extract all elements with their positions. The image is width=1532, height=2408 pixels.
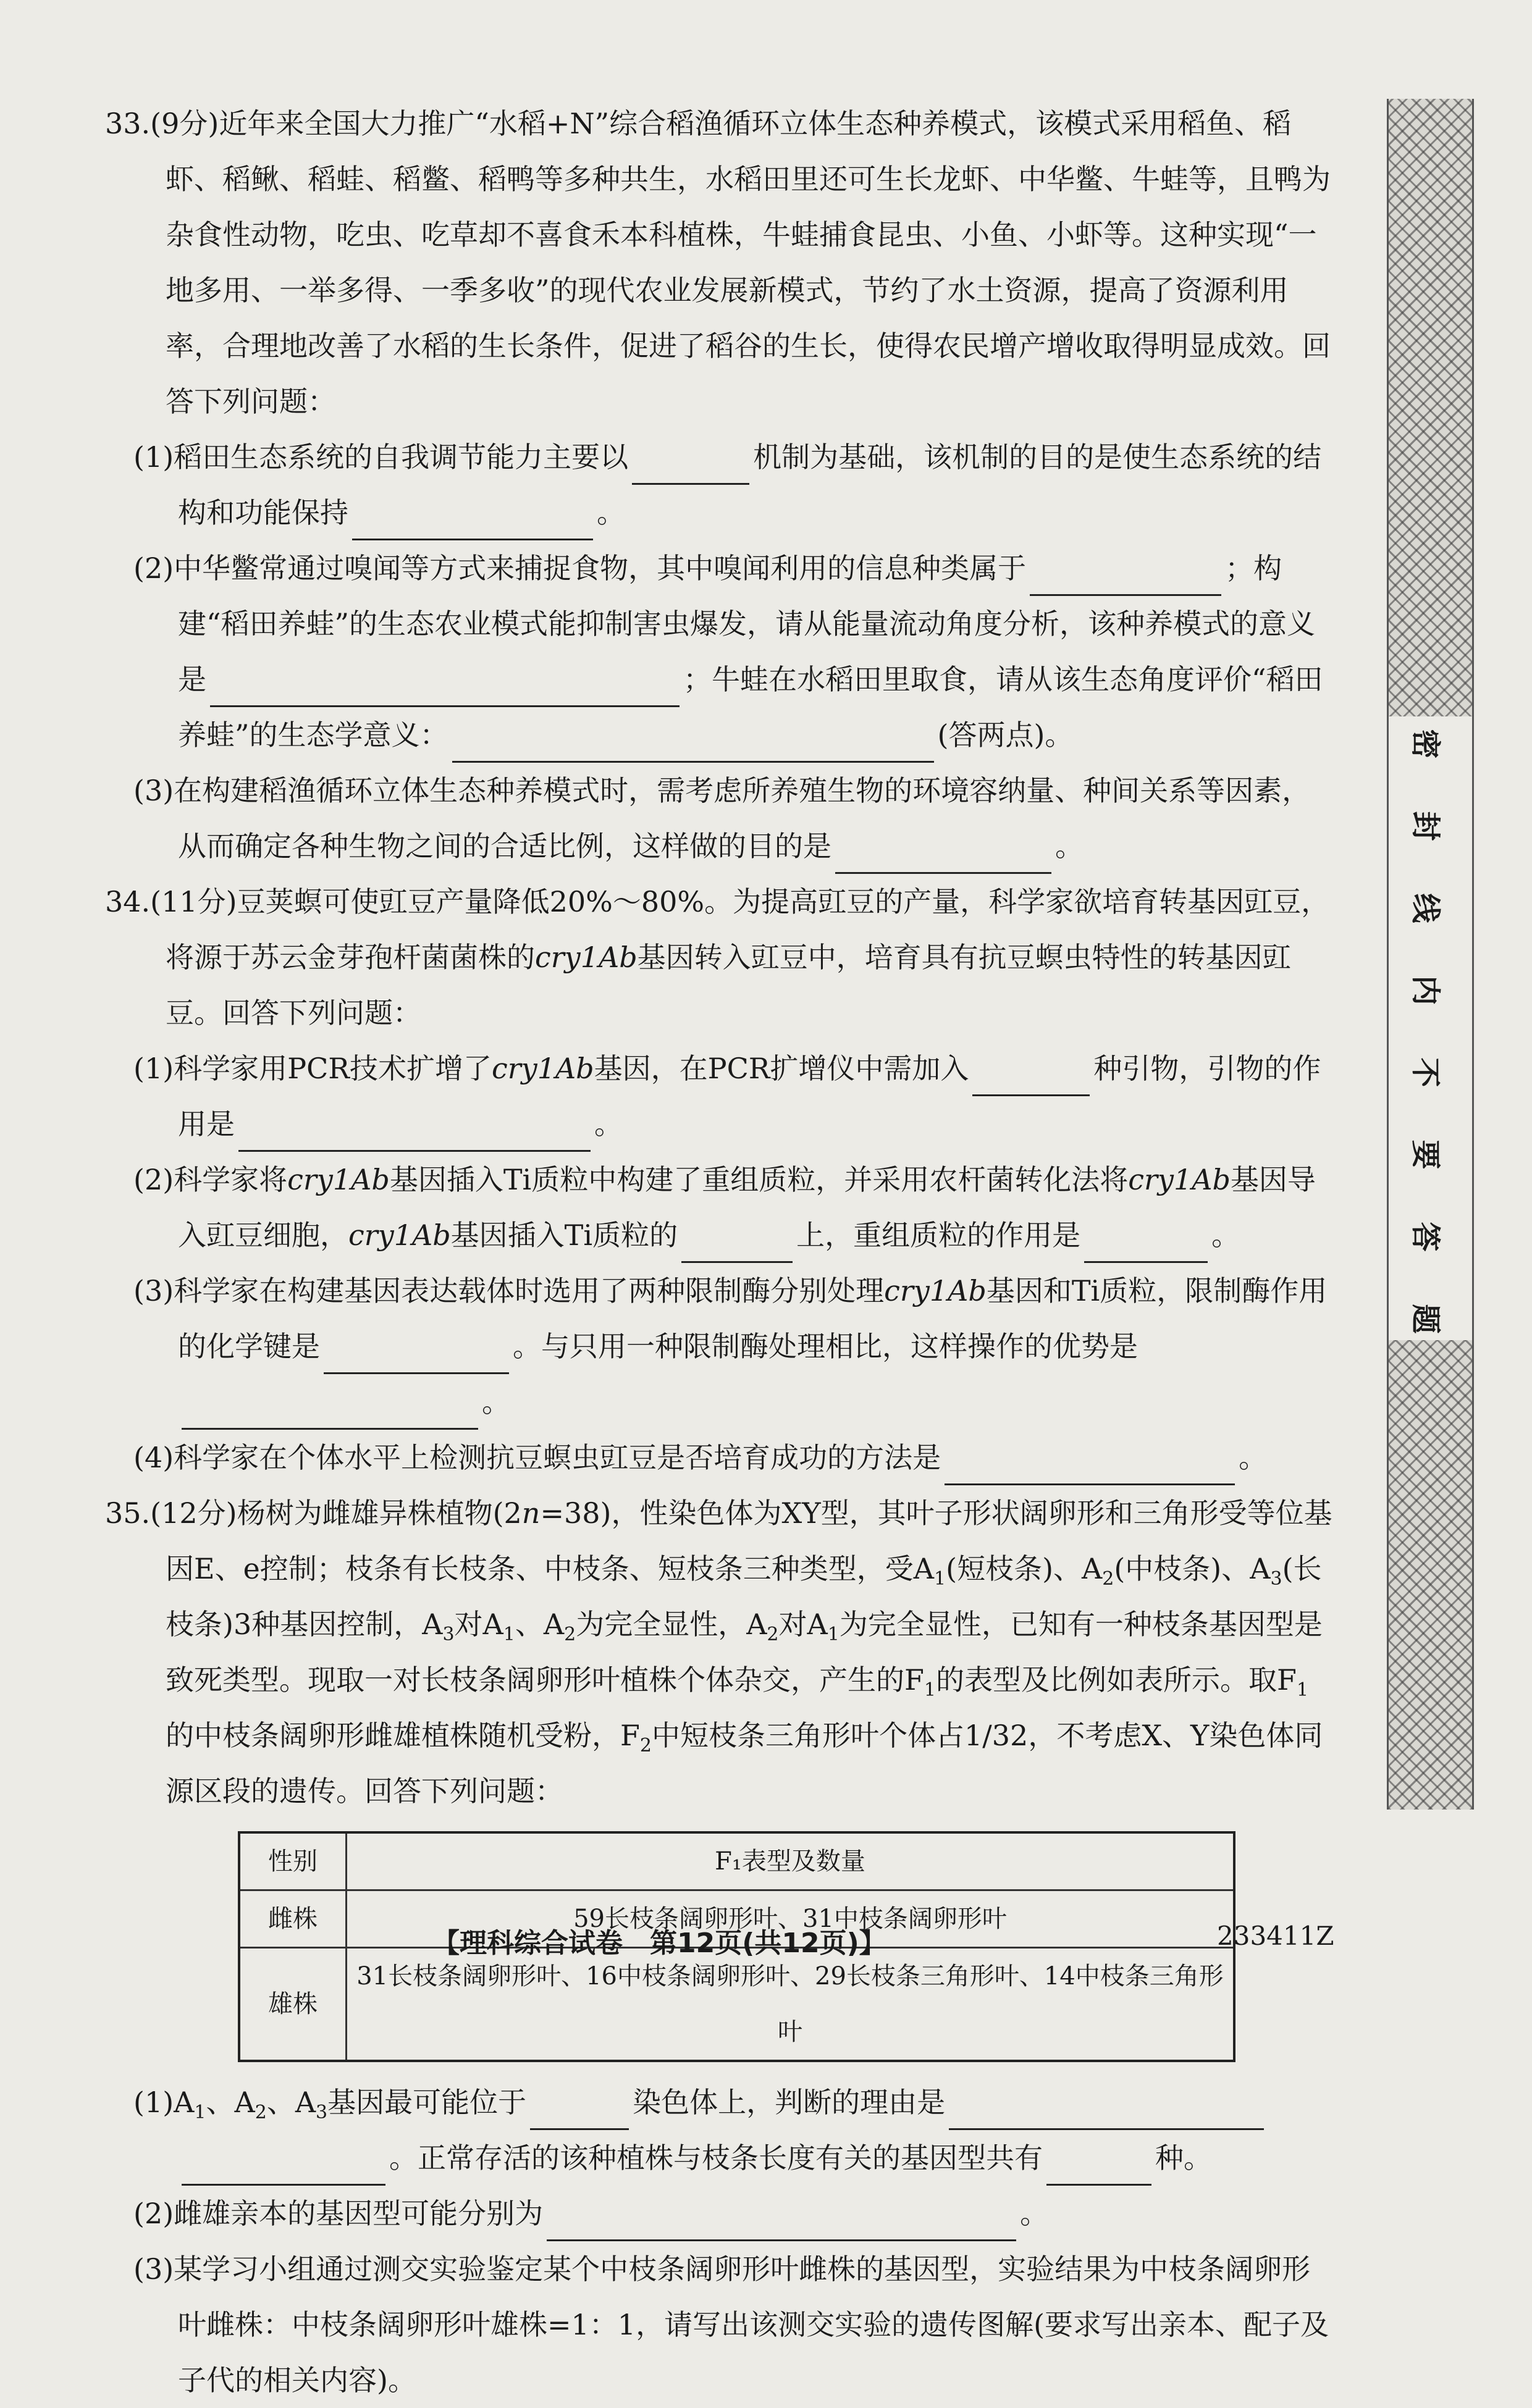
answer-blank[interactable] <box>238 1113 591 1152</box>
seal-text <box>1387 723 1470 1340</box>
question-35-part-2: (2)雌雄亲本的基因型可能分别为 。 <box>105 2186 1334 2241</box>
question-34-part-3: (3)科学家在构建基因表达载体时选用了两种限制酶分别处理cry1Ab基因和Ti质粒，限制酶作用的化学键是 。与只用一种限制酶处理相比，这样操作的优势是。 <box>105 1263 1334 1430</box>
page-footer: 【理科综合试卷 第12页(共12页)】 <box>432 1928 886 1959</box>
answer-blank[interactable] <box>835 835 1051 874</box>
answer-blank[interactable] <box>972 1057 1090 1096</box>
question-34-part-2: (2)科学家将cry1Ab基因插入Ti质粒中构建了重组质粒，并采用农杆菌转化法将cry1Ab基因导入豇豆细胞，cry1Ab基因插入Ti质粒的 上，重组质粒的作用是 。 <box>105 1152 1334 1263</box>
answer-blank[interactable] <box>324 1335 509 1374</box>
table-header-sex: 性别 <box>239 1832 347 1890</box>
question-34-part-1: (1)科学家用PCR技术扩增了cry1Ab基因，在PCR扩增仪中需加入 种引物，引物的作用是 。 <box>105 1041 1334 1152</box>
answer-blank[interactable] <box>210 668 680 707</box>
seal-char: 线 <box>1408 893 1443 923</box>
question-33 <box>105 96 1334 874</box>
table-cell-data: 59长枝条阔卵形叶、31中枝条阔卵形叶 <box>347 1890 1235 1948</box>
answer-blank[interactable] <box>632 446 749 485</box>
answer-blank[interactable] <box>452 724 934 763</box>
answer-blank[interactable] <box>949 2091 1264 2130</box>
question-34 <box>105 874 1334 1485</box>
answer-blank[interactable] <box>547 2202 1016 2241</box>
answer-blank[interactable] <box>182 1391 478 1430</box>
question-33-part-1: (1)稻田生态系统的自我调节能力主要以 机制为基础，该机制的目的是使生态系统的结构和功能保持 。 <box>105 429 1334 540</box>
paper-code: 233411Z <box>1217 1921 1334 1951</box>
answer-blank[interactable] <box>681 1224 793 1263</box>
seal-char: 题 <box>1408 1304 1443 1334</box>
exam-content <box>105 96 1334 2408</box>
table-header-row <box>239 1832 1234 1890</box>
question-34-stem: 34.(11分)豆荚螟可使豇豆产量降低20%～80%。为提高豇豆的产量，科学家欲培育转基因豇豆，将源于苏云金芽孢杆菌菌株的cry1Ab基因转入豇豆中，培育具有抗豆螟虫特性的转基因豇豆。回答下列问题： <box>105 885 1330 1030</box>
question-33-stem: 33.(9分)近年来全国大力推广“水稻+N”综合稻渔循环立体生态种养模式，该模式采用稻鱼、稻虾、稻鳅、稻蛙、稻鳖、稻鸭等多种共生，水稻田里还可生长龙虾、中华鳖、牛蛙等，且鸭为杂食性动物，吃虫、吃草却不喜食禾本科植株，牛蛙捕食昆虫、小鱼、小虾等。这种实现“一地多用、一举多得、一季多收”的现代农业发展新模式，节约了水土资源，提高了资源利用率，合理地改善了水稻的生长条件，促进了稻谷的生长，使得农民增产增收取得明显成效。回答下列问题： <box>105 107 1331 418</box>
answer-blank[interactable] <box>1030 557 1221 596</box>
question-35-stem: 35.(12分)杨树为雌雄异株植物(2n=38)，性染色体为XY型，其叶子形状阔卵形和三角形受等位基因E、e控制；枝条有长枝条、中枝条、短枝条三种类型，受$A_1$(短枝条)、$A_2$(中枝条)、$A_3$(长枝条)3种基因控制，$A_3$对$A_1$、$A_2$为完全显性，$A_2$对$A_1$为完全显性，已知有一种枝条基因型是致死类型。现取一对长枝条阔卵形叶植株个体杂交，产生的$F_1$的表型及比例如表所示。取$F_1$的中枝条阔卵形雌雄植株随机受粉，$F_2$中短枝条三角形叶个体占1/32，不考虑X、Y染色体同源区段的遗传。回答下列问题： <box>105 1496 1332 1808</box>
answer-blank[interactable] <box>530 2091 629 2130</box>
answer-blank[interactable] <box>1084 1224 1208 1263</box>
question-35-part-1: $(1)A_1$、$A_2$、$A_3$基因最可能位于 染色体上，判断的理由是。正常存活的该种植株与枝条长度有关的基因型共有 种。 <box>105 2074 1334 2186</box>
table-cell-sex: 雌株 <box>239 1890 347 1948</box>
seal-char: 要 <box>1408 1139 1443 1170</box>
question-35-part-3: (3)某学习小组通过测交实验鉴定某个中枝条阔卵形叶雌株的基因型，实验结果为中枝条阔卵形叶雌株：中枝条阔卵形叶雄株=1：1，请写出该测交实验的遗传图解(要求写出亲本、配子及子代的相关内容)。 <box>133 2252 1329 2397</box>
answer-blank[interactable] <box>945 1446 1235 1485</box>
answer-blank[interactable] <box>182 2147 385 2186</box>
table-row <box>239 1948 1234 2062</box>
seal-char: 内 <box>1408 975 1443 1005</box>
answer-blank[interactable] <box>1046 2147 1151 2186</box>
table-cell-data: 31长枝条阔卵形叶、16中枝条阔卵形叶、29长枝条三角形叶、14中枝条三角形叶 <box>347 1948 1235 2062</box>
seal-char: 封 <box>1408 811 1443 841</box>
answer-blank[interactable] <box>352 501 593 540</box>
seal-char: 密 <box>1408 729 1443 759</box>
question-33-part-2: (2)中华鳖常通过嗅闻等方式来捕捉食物，其中嗅闻利用的信息种类属于 ；构建“稻田养蛙”的生态农业模式能抑制害虫爆发，请从能量流动角度分析，该种养模式的意义是 ；牛蛙在水稻田里取食，请从该生态角度评价“稻田养蛙”的生态学意义： (答两点)。 <box>105 540 1334 763</box>
table-cell-sex: 雄株 <box>239 1948 347 2062</box>
question-33-part-3: (3)在构建稻渔循环立体生态种养模式时，需考虑所养殖生物的环境容纳量、种间关系等因素，从而确定各种生物之间的合适比例，这样做的目的是 。 <box>105 763 1334 874</box>
question-34-part-4: (4)科学家在个体水平上检测抗豆螟虫豇豆是否培育成功的方法是 。 <box>105 1430 1334 1485</box>
table-header-f1: F₁表型及数量 <box>347 1832 1235 1890</box>
seal-char: 答 <box>1408 1222 1443 1252</box>
seal-char: 不 <box>1408 1057 1443 1088</box>
